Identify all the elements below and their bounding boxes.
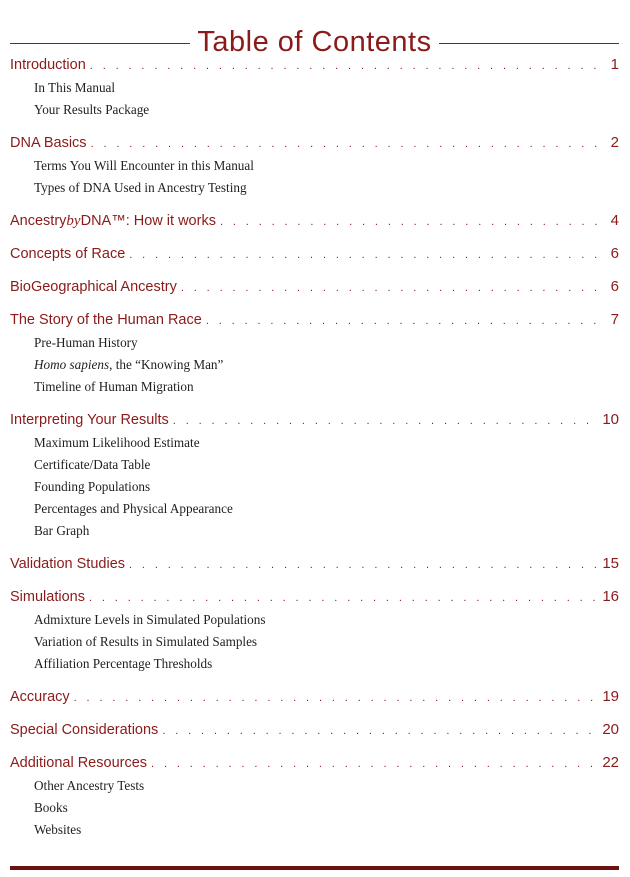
toc-subentry[interactable]: Terms You Will Encounter in this Manual: [34, 158, 254, 173]
toc-subentry[interactable]: [10, 354, 619, 376]
toc-entry[interactable]: [10, 754, 619, 774]
toc-entry-title: Concepts of Race: [10, 246, 126, 262]
toc-subentry[interactable]: Maximum Likelihood Estimate: [34, 435, 200, 450]
toc-section: [10, 588, 619, 675]
toc-entry[interactable]: [10, 555, 619, 575]
title-rule-left: [10, 43, 190, 44]
toc-section: [10, 212, 619, 232]
toc-subentry[interactable]: Affiliation Percentage Thresholds: [34, 656, 213, 671]
toc-entry[interactable]: [10, 688, 619, 708]
dot-leader: [181, 282, 605, 294]
toc-page-number: 15: [602, 555, 619, 572]
title-rule-right: [439, 43, 619, 44]
dot-leader: [89, 592, 596, 604]
dot-leader: [173, 415, 597, 427]
toc-subentry[interactable]: Admixture Levels in Simulated Populations: [34, 612, 266, 627]
toc-subentry[interactable]: Variation of Results in Simulated Samples: [34, 634, 258, 649]
toc-entry[interactable]: [10, 311, 619, 331]
toc-page-number: 2: [610, 134, 619, 151]
toc-page-number: 1: [610, 56, 619, 73]
toc-entry-title: Introduction: [10, 57, 86, 73]
toc-page-number: 20: [602, 721, 619, 738]
toc-section: [10, 555, 619, 575]
toc-subentry-italic: Homo sapiens: [34, 357, 110, 372]
dot-leader: [91, 138, 605, 150]
toc-page-number: 6: [610, 278, 619, 295]
toc-entry-title: Interpreting Your Results: [10, 412, 169, 428]
toc-entry-title: [10, 213, 216, 230]
table-of-contents: [10, 56, 619, 854]
toc-section: [10, 311, 619, 398]
toc-entry[interactable]: [10, 411, 619, 431]
toc-subentry[interactable]: Other Ancestry Tests: [34, 778, 145, 793]
toc-entry-title-part: Ancestry: [10, 213, 67, 229]
toc-subentry[interactable]: Books: [34, 800, 68, 815]
toc-page-number: 16: [602, 588, 619, 605]
toc-section: [10, 688, 619, 708]
toc-section: [10, 411, 619, 542]
page-title: Table of Contents: [197, 25, 432, 58]
toc-subentry[interactable]: Pre-Human History: [34, 335, 138, 350]
toc-subentry[interactable]: Founding Populations: [34, 479, 151, 494]
toc-section: [10, 278, 619, 298]
toc-subentry[interactable]: Timeline of Human Migration: [34, 379, 194, 394]
toc-section: [10, 245, 619, 265]
toc-subentry[interactable]: Certificate/Data Table: [34, 457, 151, 472]
toc-entry-title-italic: by: [66, 213, 81, 229]
dot-leader: [74, 692, 597, 704]
toc-entry[interactable]: [10, 721, 619, 741]
toc-entry-title: DNA Basics: [10, 135, 87, 151]
toc-subentry[interactable]: Percentages and Physical Appearance: [34, 501, 233, 516]
toc-subentry[interactable]: Websites: [34, 822, 82, 837]
dot-leader: [129, 249, 604, 261]
toc-entry[interactable]: [10, 56, 619, 76]
dot-leader: [220, 216, 605, 228]
toc-entry[interactable]: [10, 212, 619, 232]
toc-entry[interactable]: [10, 588, 619, 608]
toc-entry-title: Accuracy: [10, 689, 70, 705]
toc-section: [10, 754, 619, 841]
toc-section: [10, 134, 619, 199]
toc-subentry[interactable]: Bar Graph: [34, 523, 90, 538]
toc-subentry[interactable]: In This Manual: [34, 80, 116, 95]
toc-subentry[interactable]: Your Results Package: [34, 102, 150, 117]
dot-leader: [162, 725, 596, 737]
toc-entry-title: The Story of the Human Race: [10, 312, 202, 328]
dot-leader: [206, 315, 605, 327]
toc-page-number: 6: [610, 245, 619, 262]
toc-section: [10, 721, 619, 741]
toc-entry-title-part: DNA™: How it works: [80, 213, 216, 229]
toc-section: [10, 56, 619, 121]
toc-page-number: 4: [610, 212, 619, 229]
toc-entry-title: Simulations: [10, 589, 85, 605]
toc-page-number: 7: [610, 311, 619, 328]
toc-entry-title: Special Considerations: [10, 722, 159, 738]
toc-entry-title: Validation Studies: [10, 556, 126, 572]
toc-page-number: 19: [602, 688, 619, 705]
dot-leader: [151, 758, 596, 770]
toc-entry-title: BioGeographical Ancestry: [10, 279, 177, 295]
toc-entry-title: Additional Resources: [10, 755, 148, 771]
toc-page-number: 22: [602, 754, 619, 771]
dot-leader: [129, 559, 596, 571]
footer-rule: [10, 866, 619, 870]
toc-subentry-text: , the “Knowing Man”: [109, 357, 224, 372]
toc-entry[interactable]: [10, 278, 619, 298]
toc-entry[interactable]: [10, 134, 619, 154]
dot-leader: [90, 60, 605, 72]
toc-subentry[interactable]: Types of DNA Used in Ancestry Testing: [34, 180, 247, 195]
toc-page-number: 10: [602, 411, 619, 428]
toc-entry[interactable]: [10, 245, 619, 265]
